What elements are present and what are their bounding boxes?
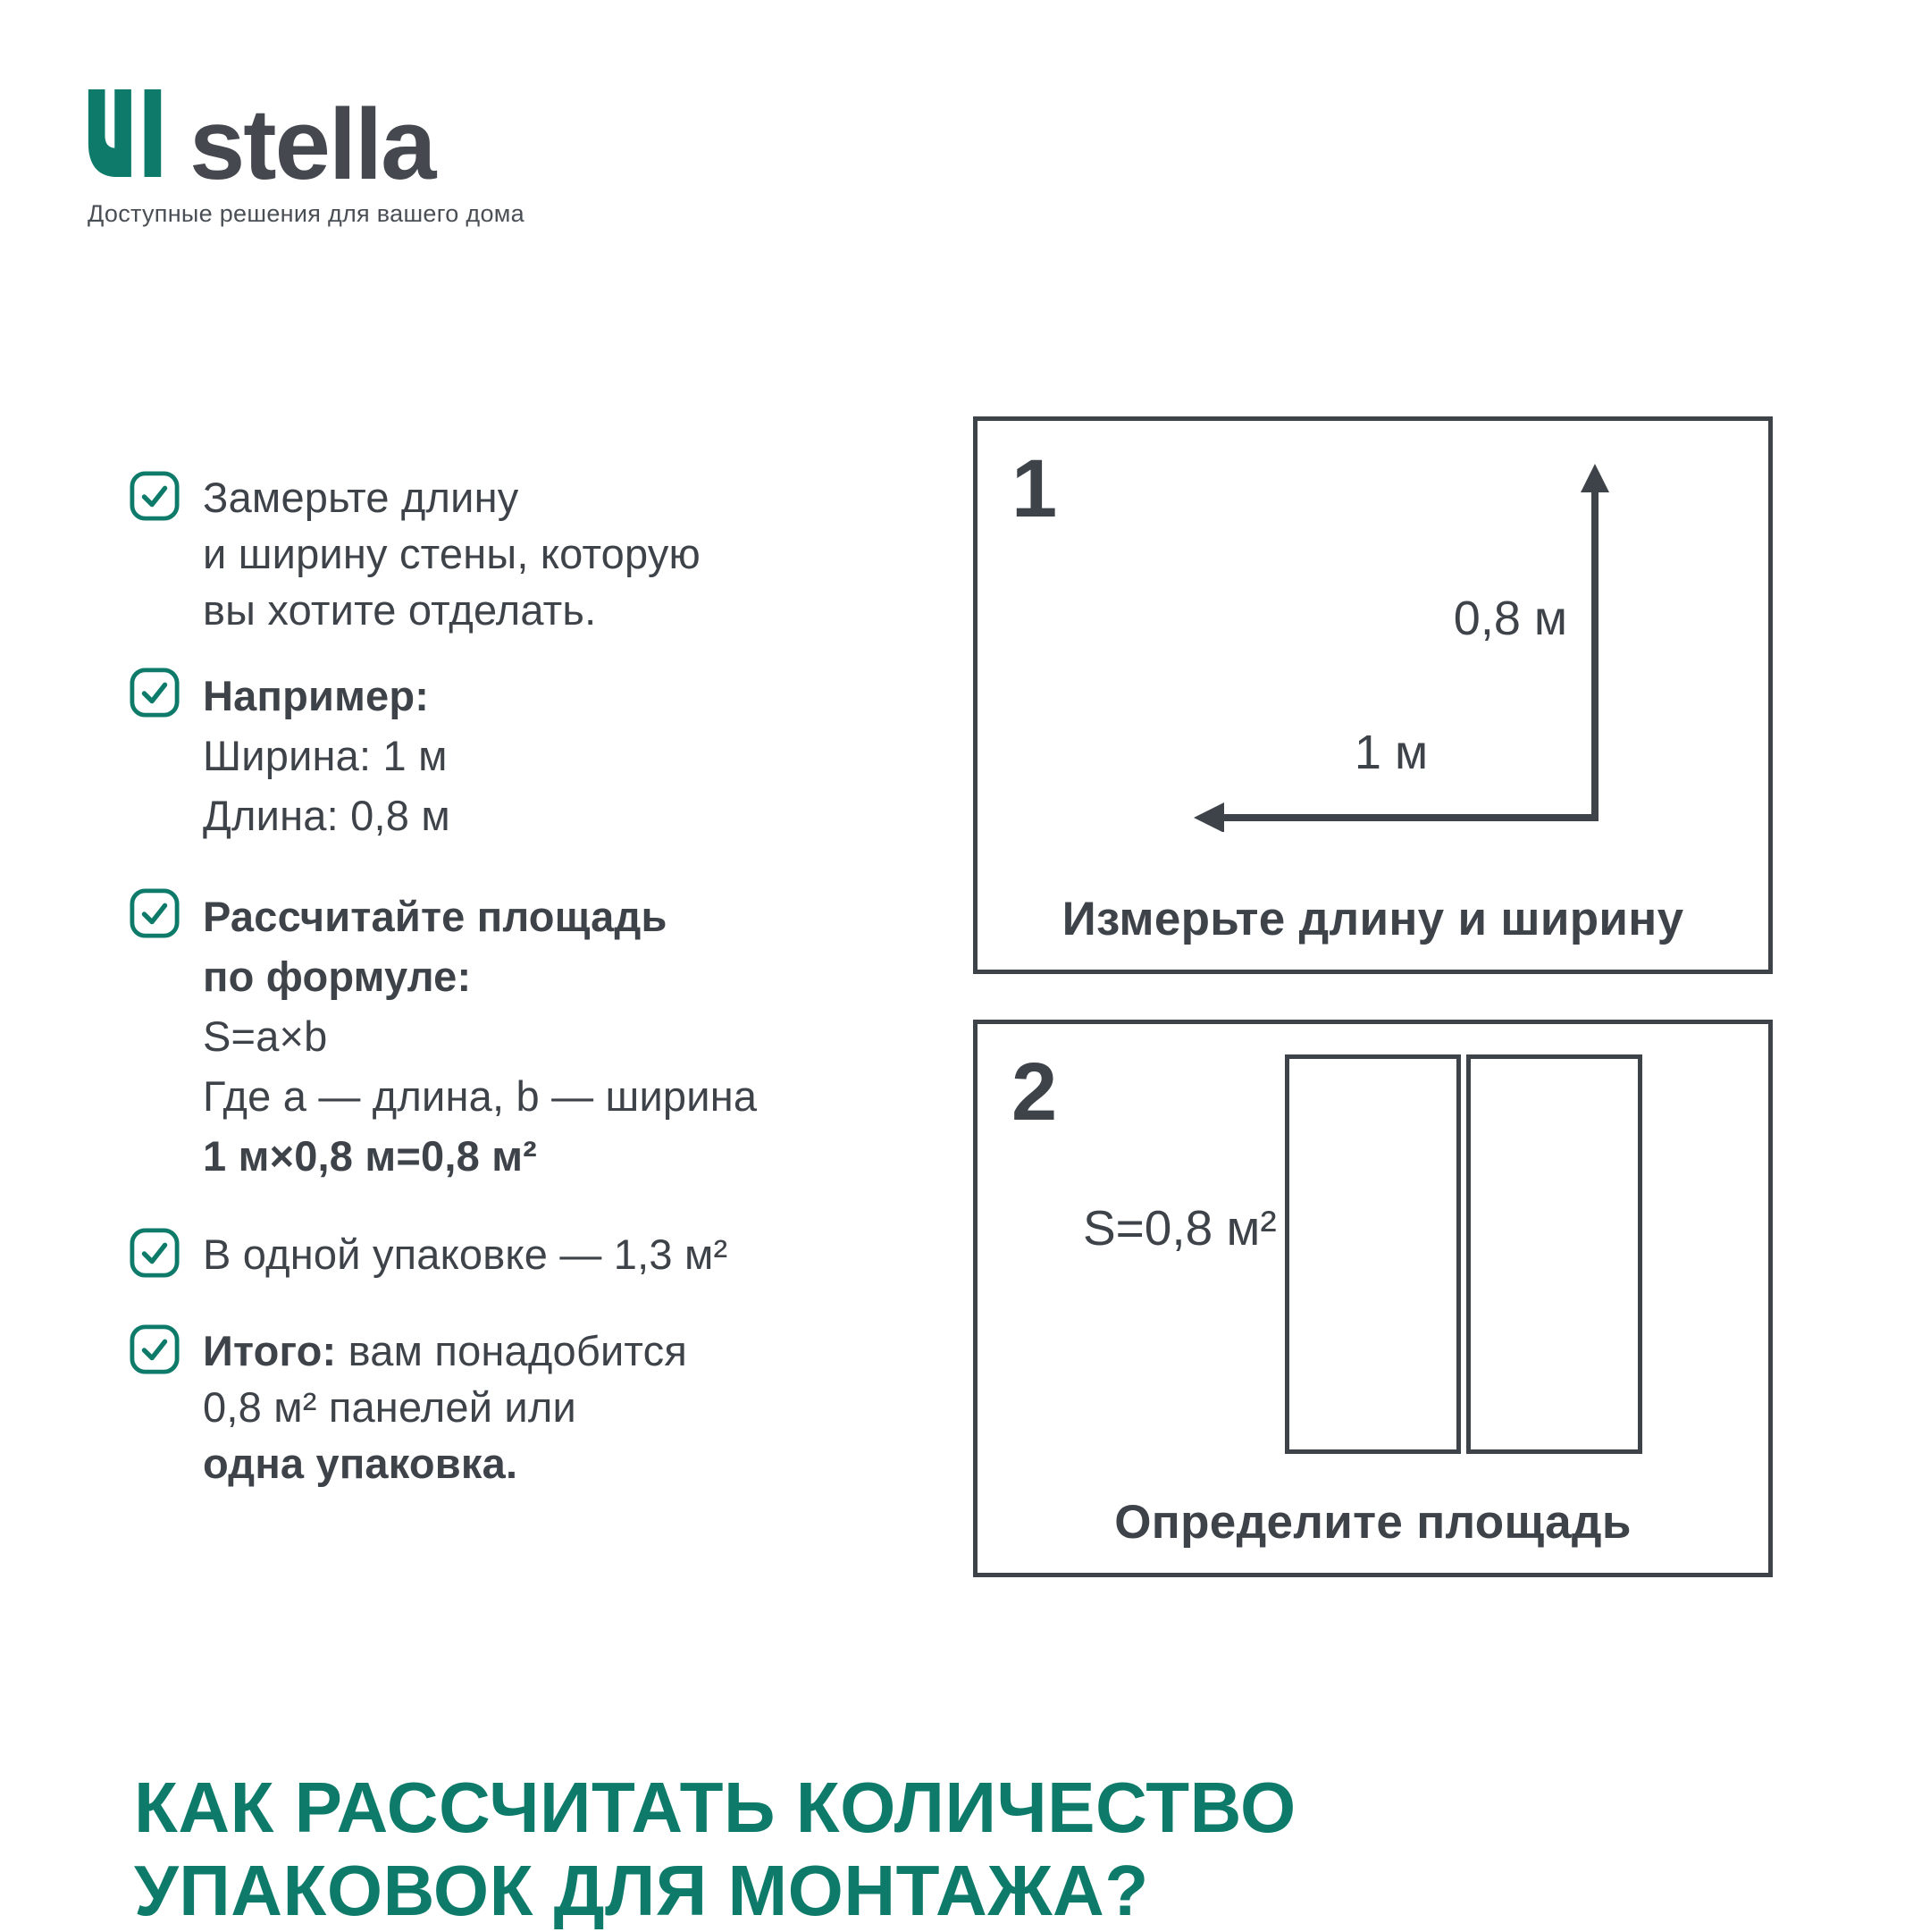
text-line: Например: (203, 672, 430, 719)
footer-heading-line1: КАК РАССЧИТАТЬ КОЛИЧЕСТВО (134, 1767, 1296, 1847)
checklist-item-text (203, 886, 757, 1186)
step2-caption: Определите площадь (1114, 1496, 1632, 1549)
stella-logo-icon (88, 89, 164, 177)
text-line: 0,8 м² панелей или (203, 1383, 576, 1431)
checkmark-icon (130, 1324, 180, 1374)
checklist-item-text (203, 1323, 687, 1491)
brand-tagline: Доступные решения для вашего дома (88, 200, 524, 227)
text-line: Ширина: 1 м (203, 732, 448, 779)
text-line: Где a — длина, b — ширина (203, 1072, 758, 1120)
vertical-dimension-label: 0,8 м (1453, 592, 1567, 645)
footer-heading-line2: УПАКОВОК ДЛЯ МОНТАЖА? (134, 1850, 1149, 1930)
up-arrowhead (1581, 464, 1609, 492)
horizontal-dimension-label: 1 м (1354, 726, 1429, 779)
text-line: Длина: 0,8 м (203, 792, 450, 839)
text-line: и ширину стены, которую (203, 530, 701, 577)
checkmark-icon (130, 471, 180, 521)
step2-number: 2 (1011, 1046, 1058, 1138)
total-label: Итого: (203, 1327, 337, 1374)
checklist-item-total (130, 1323, 880, 1491)
panel-left (1285, 1054, 1461, 1454)
checklist-item-measure (130, 469, 880, 638)
text-line: одна упаковка. (203, 1440, 518, 1487)
brand-wordmark: stella (189, 88, 435, 200)
panel-rectangles (1285, 1054, 1642, 1454)
checklist-item-text (203, 469, 701, 638)
text-line: Замерьте длину (203, 474, 519, 521)
text-line: по формуле: (203, 953, 472, 1000)
step1-panel (973, 416, 1773, 974)
checklist-item-text (203, 1226, 727, 1282)
checkmark-icon (130, 888, 180, 938)
logo-u-shape (88, 89, 131, 177)
text-line: Рассчитайте площадь (203, 893, 667, 940)
checkmark-icon (130, 1228, 180, 1278)
checklist-item-package (130, 1226, 880, 1282)
checklist-item-text (203, 666, 450, 845)
footer-heading (134, 1766, 1296, 1932)
logo-row (88, 88, 524, 200)
total-rest: вам понадобится (336, 1327, 687, 1374)
step1-number: 1 (1011, 443, 1058, 534)
stella-logo (88, 89, 524, 228)
checkmark-icon (130, 668, 180, 718)
left-arrowhead (1194, 802, 1224, 832)
formula-line: S=a×b (203, 1012, 328, 1060)
step1-caption: Измерьте длину и ширину (1062, 893, 1684, 945)
checklist-item-example (130, 666, 880, 845)
text-line: вы хотите отделать. (203, 586, 597, 634)
logo-bar-shape (145, 89, 162, 177)
area-label: S=0,8 м² (1083, 1200, 1277, 1256)
text-line (203, 1323, 687, 1379)
calculation-line: 1 м×0,8 м=0,8 м² (203, 1132, 538, 1180)
text-line: В одной упаковке — 1,3 м² (203, 1231, 728, 1278)
panel-right (1466, 1054, 1642, 1454)
step2-panel (973, 1020, 1773, 1577)
checklist-item-formula (130, 886, 880, 1186)
